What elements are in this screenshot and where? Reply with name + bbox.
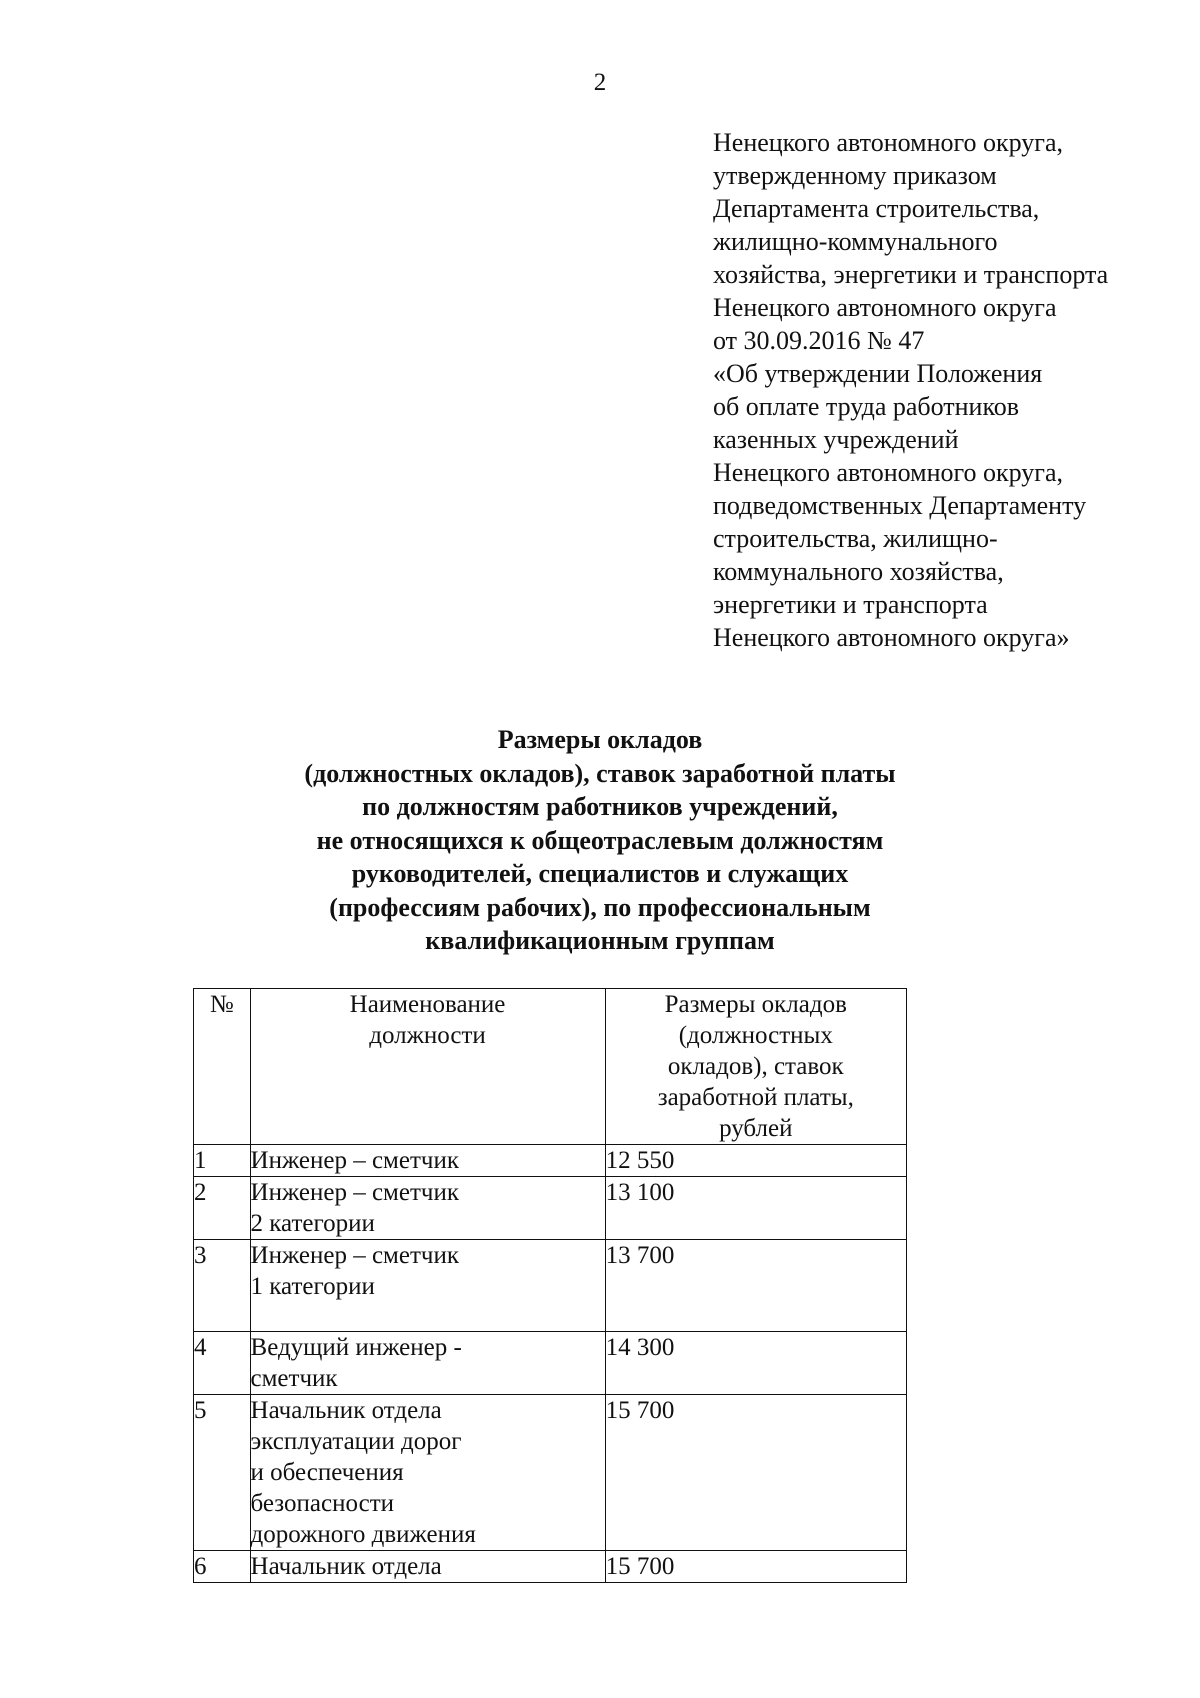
row-number: 2 [194, 1177, 251, 1240]
header-line: Наименование [349, 991, 506, 1018]
header-position-name [250, 989, 605, 1145]
document-title [0, 723, 1200, 958]
table-row [194, 1551, 907, 1583]
name-line: Начальник отдела [250, 1553, 442, 1580]
row-number: 1 [194, 1145, 251, 1177]
title-line: руководителей, специалистов и служащих [351, 859, 849, 888]
header-salary [605, 989, 906, 1145]
row-salary: 14 300 [605, 1332, 906, 1395]
row-position-name [250, 1395, 605, 1551]
title-line: (должностных окладов), ставок заработной платы [304, 758, 896, 788]
name-line: эксплуатации дорог [250, 1428, 462, 1455]
name-line: безопасности [250, 1490, 395, 1517]
reference-line: от 30.09.2016 № 47 [713, 326, 925, 355]
name-line: 2 категории [250, 1210, 375, 1237]
table-row [194, 1145, 907, 1177]
row-salary: 15 700 [605, 1551, 906, 1583]
title-line: не относящихся к общеотраслевым должностям [316, 825, 884, 855]
reference-line: утвержденному приказом [713, 161, 997, 190]
row-position-name [250, 1177, 605, 1240]
table-row [194, 1395, 907, 1551]
page-number: 2 [593, 69, 607, 96]
row-salary: 13 100 [605, 1177, 906, 1240]
reference-line: подведомственных Департаменту [713, 491, 1087, 520]
table-row [194, 1240, 907, 1332]
reference-line: Ненецкого автономного округа» [713, 623, 1070, 652]
header-line: окладов), ставок [667, 1053, 844, 1080]
name-line: и обеспечения [250, 1459, 404, 1486]
reference-line: строительства, жилищно- [713, 524, 998, 553]
row-position-name [250, 1145, 605, 1177]
name-line: Инженер – сметчик [250, 1179, 459, 1206]
row-number: 4 [194, 1332, 251, 1395]
table-header-row [194, 989, 907, 1145]
name-line: дорожного движения [250, 1521, 476, 1548]
header-line: должности [369, 1022, 486, 1049]
row-position-name [250, 1240, 605, 1332]
reference-line: Ненецкого автономного округа, [713, 458, 1063, 487]
reference-line: Ненецкого автономного округа [713, 293, 1057, 322]
row-number: 5 [194, 1395, 251, 1551]
title-line: квалификационным группам [425, 926, 775, 955]
header-line: (должностных [678, 1022, 833, 1049]
title-line: (профессиям рабочих), по профессиональным [329, 892, 871, 922]
title-line: Размеры окладов [497, 725, 703, 754]
reference-line: казенных учреждений [713, 425, 959, 454]
reference-line: Ненецкого автономного округа, [713, 128, 1063, 157]
header-line: заработной платы, [657, 1084, 854, 1111]
row-salary: 13 700 [605, 1240, 906, 1332]
reference-line: хозяйства, энергетики и транспорта [713, 260, 1109, 289]
row-salary: 15 700 [605, 1395, 906, 1551]
title-line: по должностям работников учреждений, [362, 792, 838, 821]
header-line: Размеры окладов [664, 991, 847, 1018]
header-line: рублей [719, 1115, 793, 1142]
row-number: 6 [194, 1551, 251, 1583]
name-line: 1 категории [250, 1273, 375, 1300]
row-position-name [250, 1332, 605, 1395]
reference-line: коммунального хозяйства, [713, 557, 1004, 586]
row-salary: 12 550 [605, 1145, 906, 1177]
name-line: Ведущий инженер - [250, 1334, 462, 1361]
name-line: Инженер – сметчик [250, 1242, 459, 1269]
reference-line: энергетики и транспорта [713, 590, 988, 619]
row-position-name [250, 1551, 605, 1583]
reference-line: Департамента строительства, [713, 194, 1040, 223]
reference-block [713, 126, 1183, 654]
reference-line: жилищно-коммунального [713, 227, 998, 256]
table-row [194, 1177, 907, 1240]
reference-line: об оплате труда работников [713, 392, 1020, 421]
name-line: Начальник отдела [250, 1397, 442, 1424]
reference-line: «Об утверждении Положения [713, 359, 1043, 388]
table-row [194, 1332, 907, 1395]
salary-table [193, 988, 907, 1583]
name-line: сметчик [250, 1365, 338, 1392]
name-line: Инженер – сметчик [250, 1147, 459, 1174]
header-number: № [194, 989, 251, 1145]
row-number: 3 [194, 1240, 251, 1332]
